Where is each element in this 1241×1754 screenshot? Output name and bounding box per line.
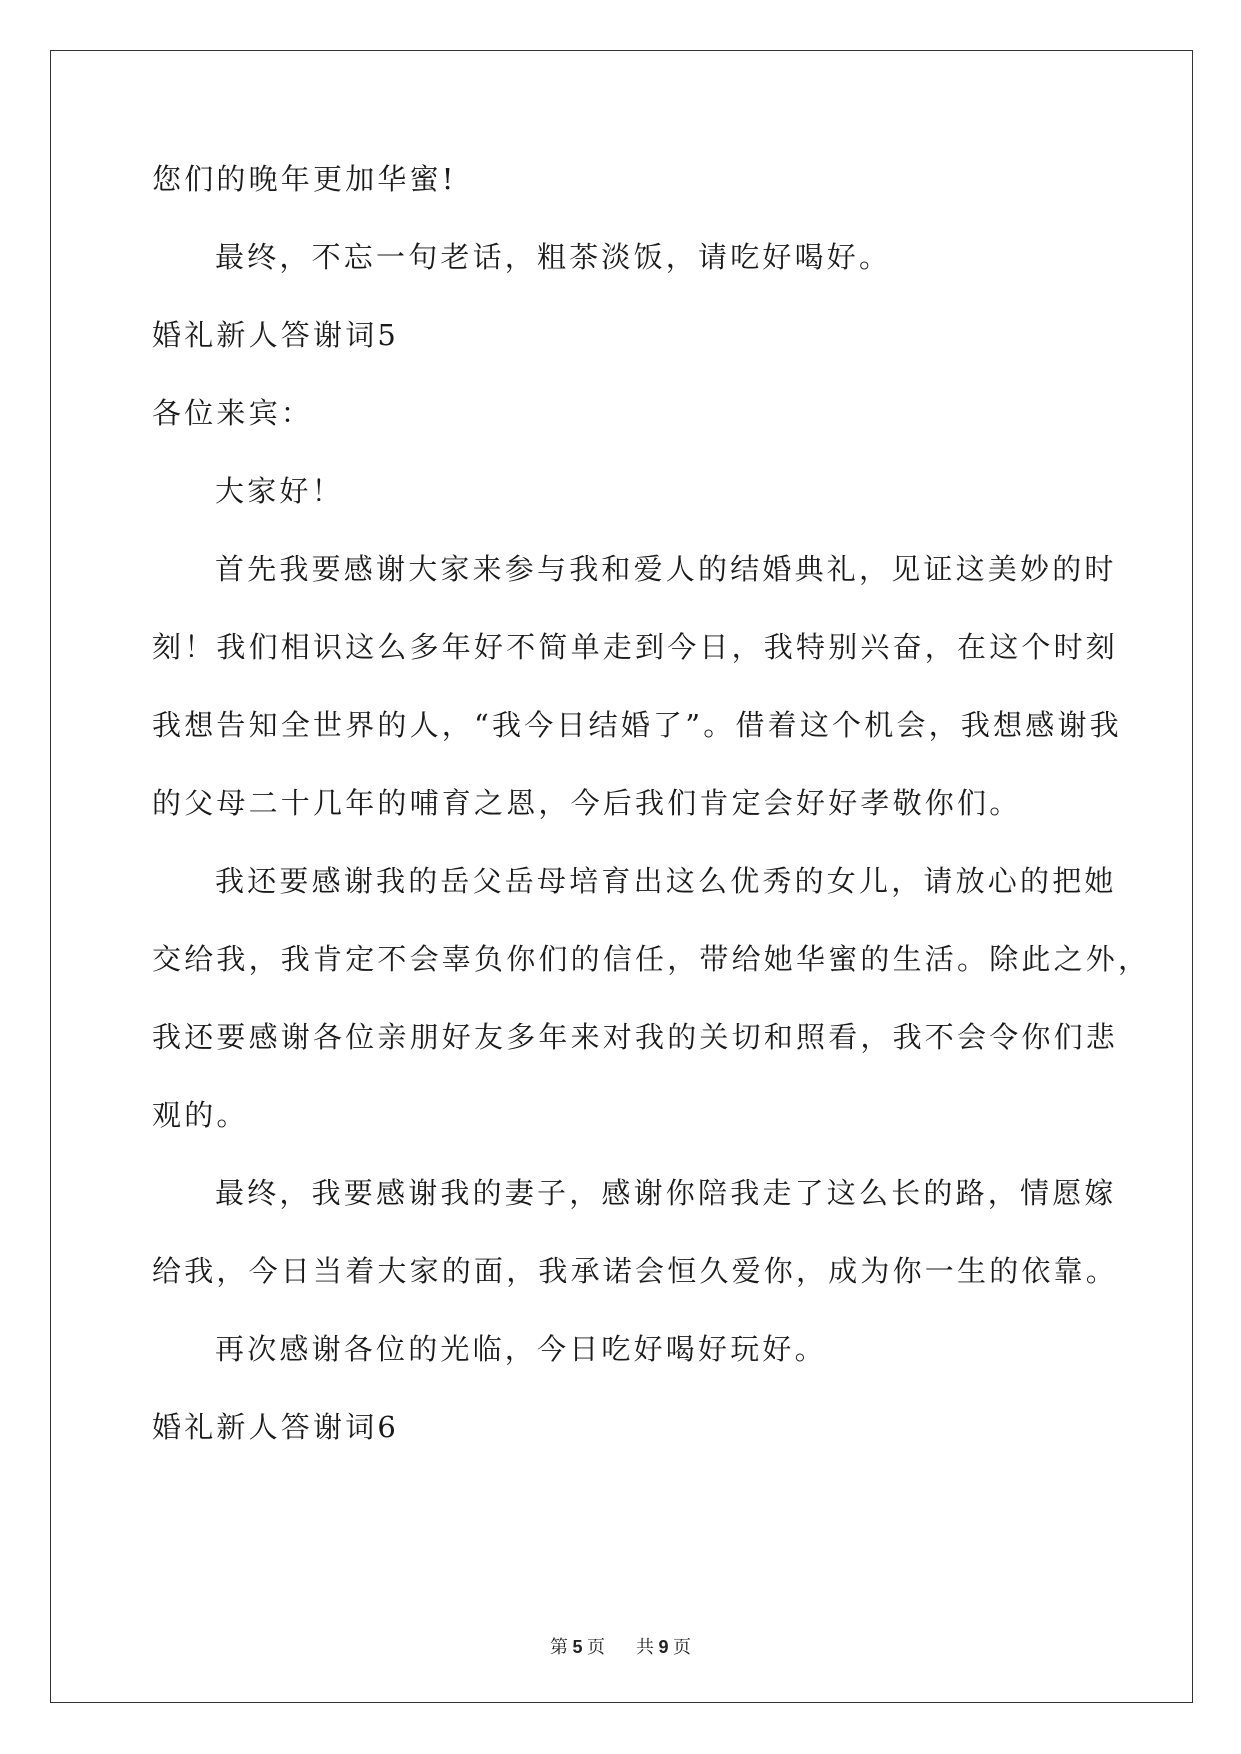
text-line: 您们的晚年更加华蜜!: [152, 162, 457, 196]
paragraph-line: 最终，我要感谢我的妻子，感谢你陪我走了这么长的路，情愿嫁: [215, 1176, 1117, 1210]
paragraph-line: 给我，今日当着大家的面，我承诺会恒久爱你，成为你一生的依靠。: [152, 1254, 1119, 1288]
paragraph-line: 再次感谢各位的光临，今日吃好喝好玩好。: [215, 1332, 827, 1366]
paragraph: [152, 550, 1122, 823]
page-prefix: 第: [549, 1637, 568, 1657]
page-current: 5: [572, 1637, 583, 1657]
paragraph-line: 的父母二十几年的哺育之恩，今后我们肯定会好好孝敬你们。: [152, 786, 1022, 820]
paragraph-line: 我想告知全世界的人，“我今日结婚了”。借着这个机会，我想感谢我: [152, 708, 1122, 742]
paragraph: [152, 862, 1151, 1135]
paragraph: [152, 1330, 1112, 1369]
total-prefix: 共: [636, 1637, 654, 1657]
paragraph-line: 我还要感谢各位亲朋好友多年来对我的关切和照看，我不会令你们悲: [152, 1020, 1119, 1054]
section-heading: 婚礼新人答谢词6: [152, 1410, 400, 1444]
text-line: 最终，不忘一句老话，粗茶淡饭，请吃好喝好。: [215, 240, 892, 274]
section-heading: 婚礼新人答谢词5: [152, 318, 400, 352]
paragraph-line: 我还要感谢我的岳父岳母培育出这么优秀的女儿，请放心的把她: [215, 864, 1117, 898]
page-suffix: 页: [587, 1637, 605, 1657]
document-body: [152, 160, 1151, 1486]
paragraph-line: 观的。: [152, 1098, 249, 1132]
salutation: 各位来宾：: [152, 396, 314, 430]
paragraph-line: 交给我，我肯定不会辜负你们的信任，带给她华蜜的生活。除此之外，: [152, 942, 1151, 976]
page-total: 9: [658, 1637, 669, 1657]
paragraph-line: 首先我要感谢大家来参与我和爱人的结婚典礼，见证这美妙的时: [215, 552, 1117, 586]
page-footer: [0, 1633, 1241, 1659]
paragraph-line: 刻！我们相识这么多年好不简单走到今日，我特别兴奋，在这个时刻: [152, 630, 1119, 664]
total-suffix: 页: [673, 1637, 692, 1657]
paragraph: [152, 1174, 1119, 1291]
greeting: 大家好！: [215, 474, 344, 508]
